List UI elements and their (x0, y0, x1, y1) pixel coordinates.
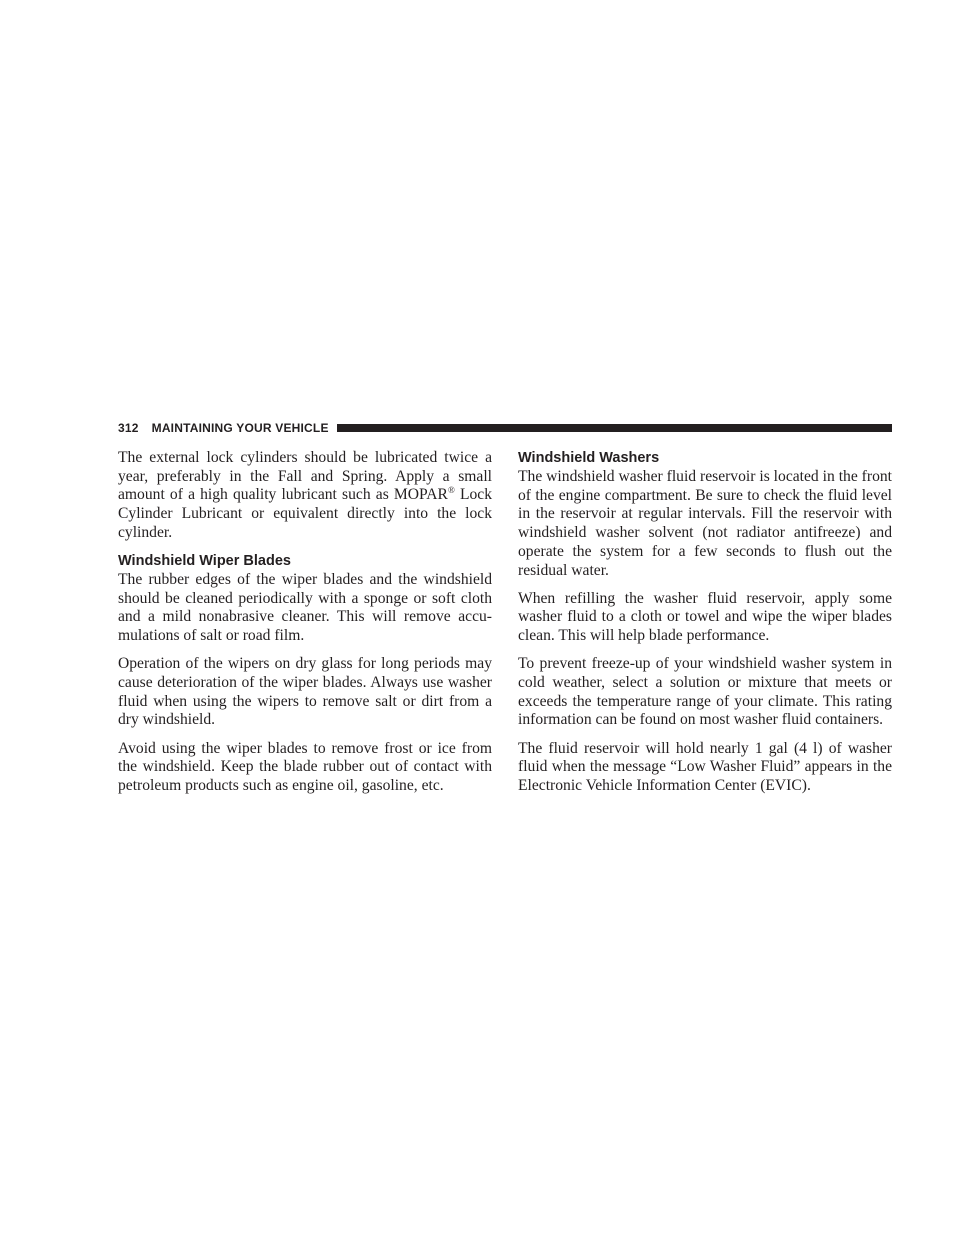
section-title: MAINTAINING YOUR VEHICLE (151, 421, 329, 435)
lock-cylinder-text-part2: Lock Cylinder Lubricant or equivalent directly into the lock cylinder. (118, 486, 492, 541)
washers-paragraph-freeze: To prevent freeze-up of your windshield washer system in cold weather, select a solution or mixture that meets or exceeds the temperature range of your climate. This rating information can be found on most washer fluid containers. (518, 655, 892, 729)
washers-heading: Windshield Washers (518, 450, 660, 466)
wiper-paragraph-cleaning: The rubber edges of the wiper blades and the windshield should be cleaned periodically with a sponge or soft cloth and a mild nonabrasive cleaner. This will remove accu-mulations of salt or road film. (118, 571, 492, 645)
wiper-paragraph-dry-glass: Operation of the wipers on dry glass for long periods may cause deterioration of the wiper blades. Always use washer fluid when using the wipers to remove salt or dirt from a dry windshield. (118, 655, 492, 729)
header-rule (337, 424, 892, 432)
wiper-blades-heading: Windshield Wiper Blades (118, 553, 291, 570)
lock-cylinder-text-part1: The external lock cylinders should be lubricated twice a year, preferably in the Fall and Spring. Apply a small amount of a high quality lubricant such as MOPAR (118, 449, 492, 504)
washers-paragraph-location: The windshield washer fluid reservoir is located in the front of the engine compartment. Be sure to check the fluid level in the reservoir at regular intervals. Fill the reservoir with windshield washer solvent (not radiator antifreeze) and operate the system for a few seconds to flush out the residual water. (518, 468, 892, 579)
wiper-paragraph-frost: Avoid using the wiper blades to remove frost or ice from the windshield. Keep the blade rubber out of contact with petroleum products such as engine oil, gasoline, etc. (118, 739, 492, 795)
washers-paragraph-capacity: The fluid reservoir will hold nearly 1 gal (4 l) of washer fluid when the message “Low Washer Fluid” appears in the Electronic Vehicle Information Center (EVIC). (518, 739, 892, 795)
washers-paragraph-refilling: When refilling the washer fluid reservoir, apply some washer fluid to a cloth or towel and wipe the wiper blades clean. This will help blade performance. (518, 589, 892, 645)
right-column (518, 449, 892, 805)
page-number: 312 (118, 421, 139, 435)
registered-mark: ® (447, 485, 455, 496)
page-header (118, 419, 892, 437)
left-column (118, 449, 492, 805)
lock-cylinder-paragraph (118, 449, 492, 543)
